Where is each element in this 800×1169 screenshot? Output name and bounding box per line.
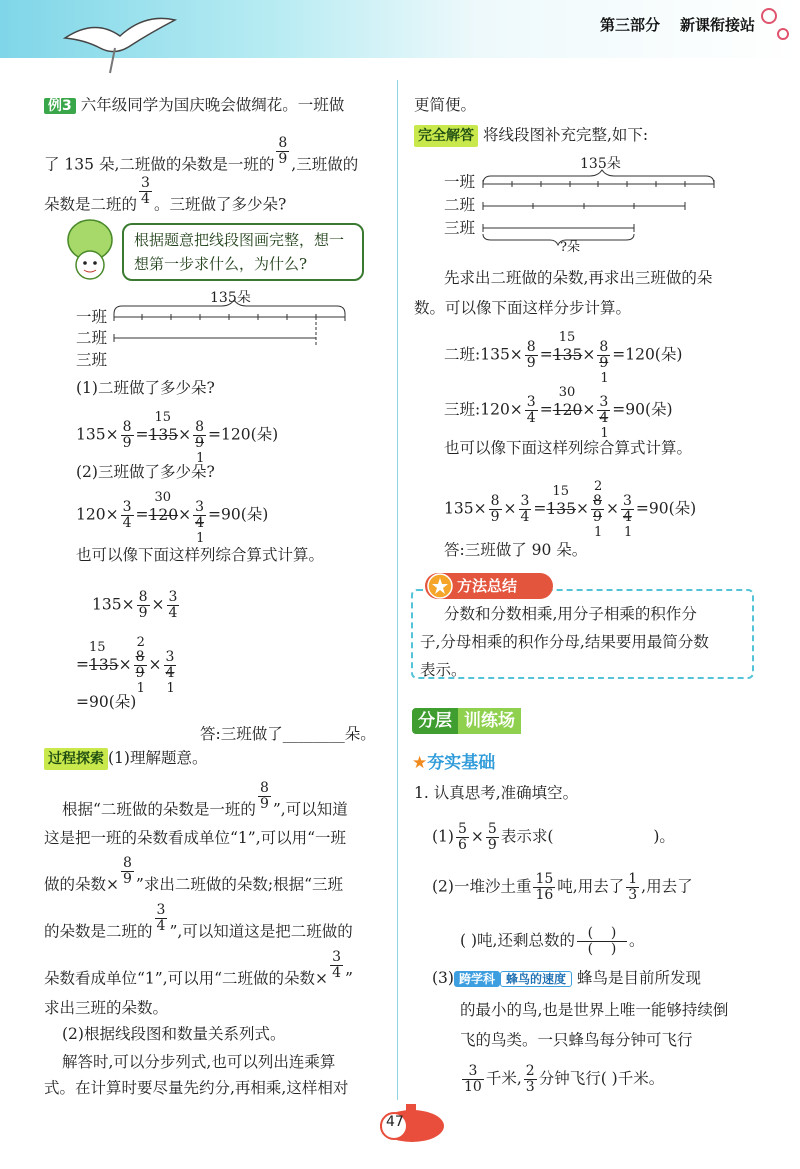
- layer-training-banner: 分层 训练场: [412, 708, 521, 734]
- process-line-2: 这是把一班的朵数看成单位“1”,可以用“一班: [44, 829, 347, 847]
- problem-1-2b: ( )吨,还剩总数的 ( ) ( ) 。: [460, 925, 645, 957]
- process-line-9: 式。在计算时要尽量先约分,再相乘,这样相对: [44, 1079, 349, 1097]
- comb-2: = 15 135× 2 8 9 1 × 3 4 1: [76, 635, 175, 696]
- question-2: (2)三班做了多少朵?: [76, 463, 215, 481]
- header-subsection: 新课衔接站: [680, 16, 756, 34]
- tip-line-1: 分数和分数相乘,用分子相乘的积作分: [444, 605, 697, 623]
- topic-tag: 蜂鸟的速度: [500, 971, 572, 987]
- r-calc-1: 二班:135× $\frac{8}{9}$ = 15 135× 8 9 1 =120(朵): [444, 329, 683, 386]
- problem-1-3-l4: $\frac{3}{10}$ 千米, $\frac{2}{3}$ 分钟飞行( )千米。: [464, 1063, 665, 1095]
- tip-line-2: 子,分母相乘的积作分母,结果要用最简分数: [420, 633, 709, 651]
- problem-1-3-l2: 的最小的鸟,也是世界上唯一能够持续倒: [460, 1001, 729, 1019]
- basic-heading: ★夯实基础: [412, 753, 496, 773]
- page-number: 47: [386, 1114, 404, 1130]
- bubbles-icon: [755, 4, 795, 54]
- cabbage-mascot-icon: [60, 215, 120, 285]
- example-tag: 例3: [44, 98, 76, 114]
- problem-1-1: (1) $\frac{5}{6}$ × $\frac{5}{9}$ 表示求( )。: [432, 821, 675, 853]
- diagram-row-1: 一班: [76, 308, 108, 326]
- problem-1-3: (3) 跨学科 蜂鸟的速度 蜂鸟是目前所发现: [432, 969, 701, 987]
- r-diagram-total: 135朵: [580, 156, 621, 172]
- process-line-1: 根据“二班做的朵数是一班的 $\frac{8}{9}$ ”,可以知道: [62, 780, 348, 819]
- calc-1: 135× $\frac{8}{9}$ = 15 135× 8 9 1 =120(朵): [76, 409, 279, 466]
- method-summary-title: 方法总结: [425, 573, 553, 599]
- right-line-0: 更简便。: [414, 96, 477, 114]
- process-line-4: 的朵数是二班的 $\frac{3}{4}$ ”,可以知道这是把二班做的: [44, 902, 353, 941]
- answer-blank: 答:三班做了________朵。: [200, 725, 376, 743]
- problem-1: 1. 认真思考,准确填空。: [414, 784, 579, 802]
- right-s2: 数。可以像下面这样分步计算。: [414, 299, 632, 317]
- comb-3: =90(朵): [76, 693, 137, 711]
- r-also: 也可以像下面这样列综合算式计算。: [444, 439, 693, 457]
- example-line-1: 例3 六年级同学为国庆晚会做绸花。一班做: [44, 95, 344, 116]
- problem-1-3-l3: 飞的鸟类。一只蜂鸟每分钟可飞行: [460, 1031, 693, 1049]
- cross-subject-tag: 跨学科: [454, 971, 500, 987]
- header-section: 第三部分: [600, 16, 661, 34]
- also-text: 也可以像下面这样列综合算式计算。: [76, 546, 325, 564]
- solve-label: 完全解答: [414, 125, 478, 147]
- example-line-3: 朵数是二班的 $\frac{3}{4}$ 。三班做了多少朵?: [44, 175, 287, 214]
- submarine-icon: [372, 1098, 452, 1148]
- hint-bubble: 根据题意把线段图画完整，想一想第一步求什么，为什么?: [122, 223, 364, 281]
- question-1: (1)二班做了多少朵?: [76, 379, 215, 397]
- r-diagram-unknown: ?朵: [560, 240, 580, 255]
- r-line-segment-diagram: [480, 166, 725, 246]
- calc-2: 120× $\frac{3}{4}$ = 30 120× 3 4 1 =90(朵): [76, 489, 269, 546]
- diagram-row-3: 三班: [76, 351, 108, 369]
- r-diagram-row-2: 二班: [444, 196, 476, 214]
- line-segment-diagram: [112, 300, 362, 348]
- process-line-8: 解答时,可以分步列式,也可以列出连乘算: [62, 1053, 336, 1071]
- problem-1-2: (2)一堆沙土重 $\frac{15}{16}$ 吨,用去了 $\frac{1}{3}$ ,用去了: [432, 871, 693, 903]
- diagram-row-2: 二班: [76, 329, 108, 347]
- r-diagram-row-1: 一班: [444, 173, 476, 191]
- basic-star-icon: ★: [412, 753, 428, 773]
- comb-1: 135× $\frac{8}{9}$ × $\frac{3}{4}$: [92, 589, 178, 621]
- r-calc-3: 135× $\frac{8}{9}$ × $\frac{3}{4}$ = 15 135× 2 8 9 1 × 3 4 1 =90(朵): [444, 479, 697, 540]
- r-answer: 答:三班做了 90 朵。: [444, 541, 588, 559]
- column-divider: [397, 80, 398, 1100]
- process-line-7: (2)根据线段图和数量关系列式。: [62, 1025, 286, 1043]
- seagull-icon: [60, 8, 180, 78]
- solve-line: 完全解答 将线段图补充完整,如下:: [414, 125, 648, 147]
- r-diagram-row-3: 三班: [444, 219, 476, 237]
- diagram-total: 135朵: [210, 290, 251, 306]
- process-line-3: 做的朵数× $\frac{8}{9}$ ”求出二班做的朵数;根据“三班: [44, 855, 343, 894]
- star-badge-icon: [427, 573, 453, 599]
- example-line-2: 了 135 朵,二班做的朵数是一班的 $\frac{8}{9}$ ,三班做的: [44, 135, 359, 174]
- process-label: 过程探索: [44, 748, 108, 770]
- process-line-5: 朵数看成单位“1”,可以用“二班做的朵数× $\frac{3}{4}$ ”: [44, 949, 353, 988]
- r-calc-2: 三班:120× $\frac{3}{4}$ = 30 120× 3 4 1 =90(朵): [444, 384, 673, 441]
- right-s1: 先求出二班做的朵数,再求出三班做的朵: [444, 269, 713, 287]
- process-line-6: 求出三班的朵数。: [44, 999, 169, 1017]
- tip-line-3: 表示。: [420, 661, 467, 679]
- process-line-0: 过程探索 (1)理解题意。: [44, 748, 207, 770]
